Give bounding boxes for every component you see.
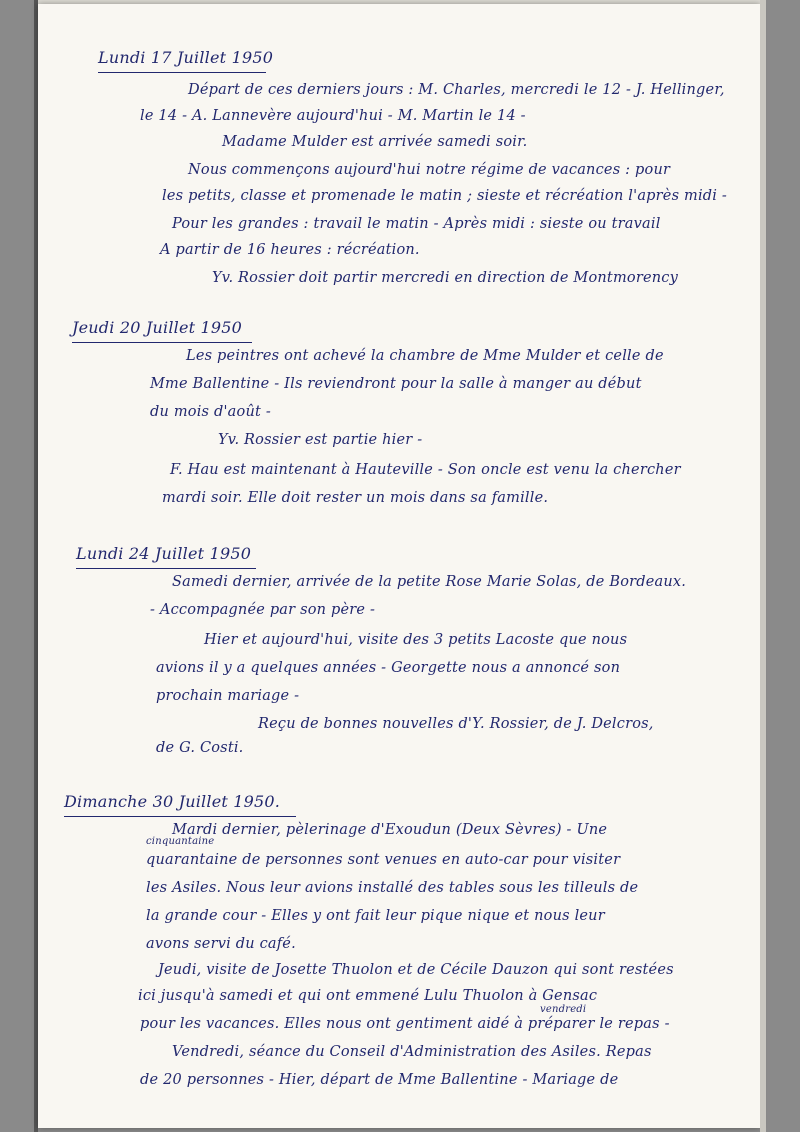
correction-above-line: vendredi <box>540 1004 587 1015</box>
entry-line: - Accompagnée par son père - <box>150 602 376 618</box>
entry-line: ici jusqu'à samedi et qui ont emmené Lulu Thuolon à Gensac <box>138 988 598 1004</box>
entry-line: de G. Costi. <box>156 740 244 756</box>
entry-line: A partir de 16 heures : récréation. <box>160 242 420 258</box>
entry-line: Madame Mulder est arrivée samedi soir. <box>222 134 528 150</box>
entry-line: le 14 - A. Lannevère aujourd'hui - M. Martin le 14 - <box>140 108 526 124</box>
entry-line: Mardi dernier, pèlerinage d'Exoudun (Deux Sèvres) - Une <box>172 822 608 838</box>
entry-line: Vendredi, séance du Conseil d'Administration des Asiles. Repas <box>172 1044 652 1060</box>
header-underline <box>64 816 296 817</box>
entry-header: Dimanche 30 Juillet 1950. <box>64 792 281 811</box>
entry-header: Lundi 24 Juillet 1950 <box>76 544 252 563</box>
entry-line: prochain mariage - <box>156 688 300 704</box>
entry-line: avions il y a quelques années - Georgette nous a annoncé son <box>156 660 621 676</box>
entry-line: pour les vacances. Elles nous ont gentiment aidé à préparer le repas - <box>140 1016 670 1032</box>
entry-line: Reçu de bonnes nouvelles d'Y. Rossier, de J. Delcros, <box>258 716 654 732</box>
entry-line: Nous commençons aujourd'hui notre régime de vacances : pour <box>188 162 671 178</box>
header-underline <box>98 72 266 73</box>
entry-line: Pour les grandes : travail le matin - Après midi : sieste ou travail <box>172 216 661 232</box>
entry-line: Départ de ces derniers jours : M. Charles, mercredi le 12 - J. Hellinger, <box>188 82 725 98</box>
entry-line: quarantaine de personnes sont venues en auto-car pour visiter <box>146 852 621 868</box>
entry-line: Jeudi, visite de Josette Thuolon et de Cécile Dauzon qui sont restées <box>158 962 674 978</box>
entry-line: la grande cour - Elles y ont fait leur pique nique et nous leur <box>146 908 605 924</box>
entry-line: avons servi du café. <box>146 936 296 952</box>
entry-line: les petits, classe et promenade le matin ; sieste et récréation l'après midi - <box>162 188 728 204</box>
page-edge-right <box>760 0 766 1132</box>
entry-line: Yv. Rossier est partie hier - <box>218 432 423 448</box>
entry-line: F. Hau est maintenant à Hauteville - Son oncle est venu la chercher <box>170 462 681 478</box>
correction-above-line: cinquantaine <box>146 836 215 847</box>
entry-line: du mois d'août - <box>150 404 271 420</box>
header-underline <box>76 568 256 569</box>
entry-line: Samedi dernier, arrivée de la petite Rose Marie Solas, de Bordeaux. <box>172 574 687 590</box>
header-underline <box>72 342 252 343</box>
entry-line: les Asiles. Nous leur avions installé des tables sous les tilleuls de <box>146 880 639 896</box>
entry-line: mardi soir. Elle doit rester un mois dans sa famille. <box>162 490 549 506</box>
entry-line: Hier et aujourd'hui, visite des 3 petits Lacoste que nous <box>204 632 628 648</box>
entry-header: Jeudi 20 Juillet 1950 <box>72 318 243 337</box>
entry-line: Les peintres ont achevé la chambre de Mme Mulder et celle de <box>186 348 664 364</box>
entry-line: de 20 personnes - Hier, départ de Mme Ballentine - Mariage de <box>140 1072 619 1088</box>
entry-line: Mme Ballentine - Ils reviendront pour la salle à manger au début <box>150 376 642 392</box>
entry-header: Lundi 17 Juillet 1950 <box>98 48 274 67</box>
entry-line: Yv. Rossier doit partir mercredi en direction de Montmorency <box>212 270 679 286</box>
